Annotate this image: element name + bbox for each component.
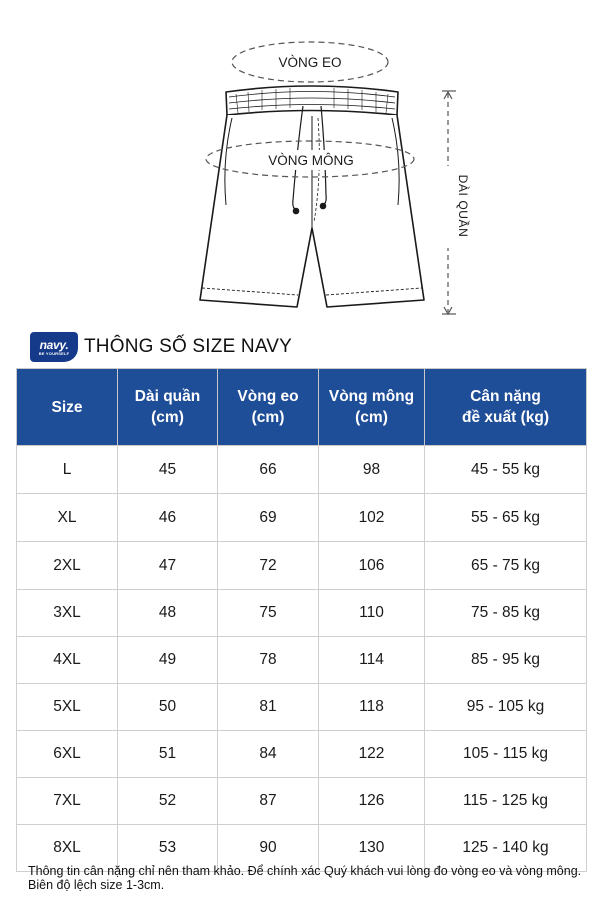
cell-hip: 130 <box>319 825 425 872</box>
logo-tagline: BE YOURSELF <box>38 350 70 356</box>
shorts-measurement-diagram <box>0 0 600 325</box>
navy-logo <box>30 332 78 362</box>
header-weight: Cân nặng đề xuất (kg) <box>425 369 587 446</box>
cell-size: 7XL <box>17 778 118 825</box>
size-table <box>16 368 587 872</box>
cell-waist: 78 <box>218 637 319 684</box>
cell-waist: 87 <box>218 778 319 825</box>
cell-size: XL <box>17 494 118 542</box>
cell-weight: 115 - 125 kg <box>425 778 587 825</box>
shorts-outline-icon <box>200 86 424 307</box>
table-row <box>17 684 587 731</box>
cell-length: 50 <box>118 684 218 731</box>
table-row <box>17 446 587 494</box>
header-size: Size <box>17 369 118 446</box>
brand-header <box>30 330 292 364</box>
cell-size: 6XL <box>17 731 118 778</box>
cell-weight: 45 - 55 kg <box>425 446 587 494</box>
cell-waist: 66 <box>218 446 319 494</box>
table-row <box>17 590 587 637</box>
size-chart-title: THÔNG SỐ SIZE NAVY <box>84 336 293 357</box>
cell-waist: 69 <box>218 494 319 542</box>
logo-name: navy. <box>39 337 69 352</box>
table-header-row <box>17 369 587 446</box>
cell-size: 5XL <box>17 684 118 731</box>
cell-length: 48 <box>118 590 218 637</box>
cell-hip: 118 <box>319 684 425 731</box>
cell-waist: 90 <box>218 825 319 872</box>
cell-weight: 95 - 105 kg <box>425 684 587 731</box>
cell-hip: 106 <box>319 542 425 590</box>
cell-length: 52 <box>118 778 218 825</box>
cell-hip: 110 <box>319 590 425 637</box>
length-label: DÀI QUẦN <box>456 174 470 238</box>
cell-length: 51 <box>118 731 218 778</box>
cell-weight: 65 - 75 kg <box>425 542 587 590</box>
cell-waist: 81 <box>218 684 319 731</box>
cell-length: 53 <box>118 825 218 872</box>
cell-size: 3XL <box>17 590 118 637</box>
table-row <box>17 542 587 590</box>
length-measure-icon <box>440 91 456 314</box>
cell-size: 4XL <box>17 637 118 684</box>
header-waist: Vòng eo (cm) <box>218 369 319 446</box>
cell-weight: 105 - 115 kg <box>425 731 587 778</box>
hip-label: VÒNG MÔNG <box>268 153 354 168</box>
cell-hip: 102 <box>319 494 425 542</box>
cell-weight: 125 - 140 kg <box>425 825 587 872</box>
cell-waist: 75 <box>218 590 319 637</box>
table-row <box>17 778 587 825</box>
cell-weight: 85 - 95 kg <box>425 637 587 684</box>
cell-length: 49 <box>118 637 218 684</box>
cell-size: 8XL <box>17 825 118 872</box>
cell-weight: 55 - 65 kg <box>425 494 587 542</box>
cell-length: 45 <box>118 446 218 494</box>
cell-size: 2XL <box>17 542 118 590</box>
table-row <box>17 731 587 778</box>
cell-length: 46 <box>118 494 218 542</box>
cell-size: L <box>17 446 118 494</box>
cell-hip: 126 <box>319 778 425 825</box>
table-row <box>17 494 587 542</box>
cell-hip: 98 <box>319 446 425 494</box>
cell-length: 47 <box>118 542 218 590</box>
waist-label: VÒNG EO <box>278 55 342 70</box>
cell-hip: 114 <box>319 637 425 684</box>
header-length: Dài quần (cm) <box>118 369 218 446</box>
cell-waist: 72 <box>218 542 319 590</box>
cell-waist: 84 <box>218 731 319 778</box>
cell-weight: 75 - 85 kg <box>425 590 587 637</box>
cell-hip: 122 <box>319 731 425 778</box>
table-row <box>17 637 587 684</box>
header-hip: Vòng mông (cm) <box>319 369 425 446</box>
footnote: Thông tin cân nặng chỉ nên tham khảo. Để chính xác Quý khách vui lòng đo vòng eo và vòng mông. Biên độ lệch size 1-3cm. <box>28 864 582 892</box>
